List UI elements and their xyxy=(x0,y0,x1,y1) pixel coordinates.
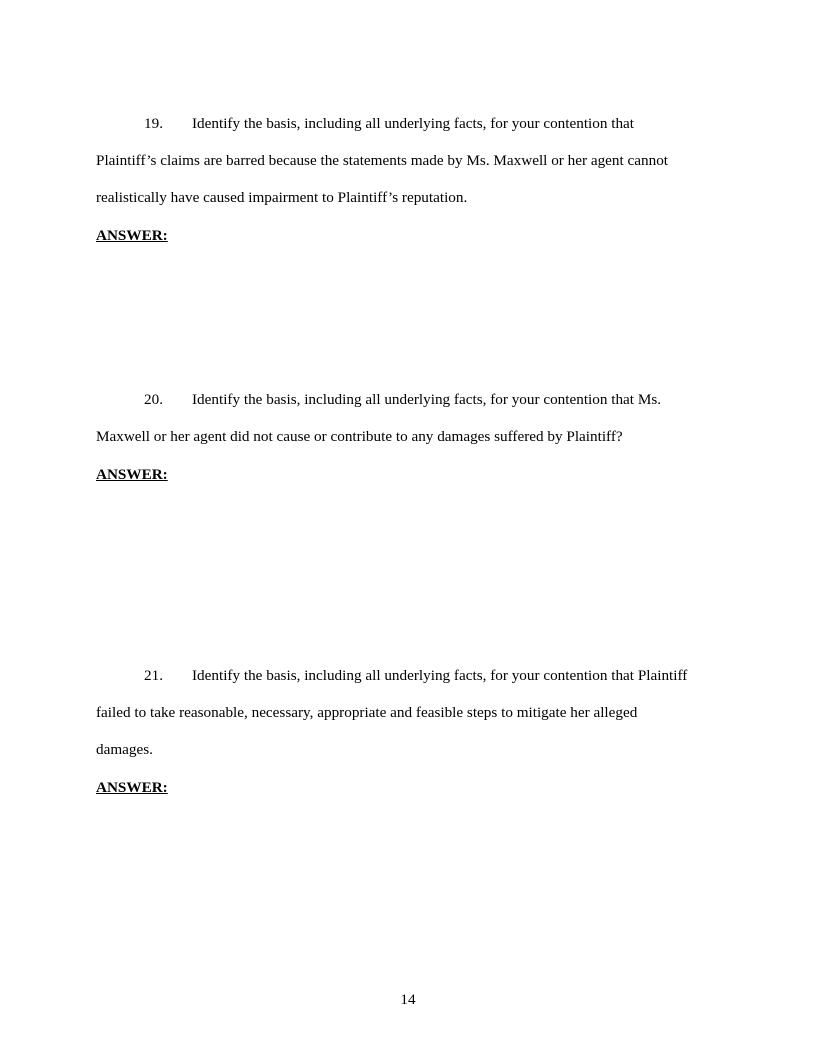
interrogatory-text-line: Maxwell or her agent did not cause or contribute to any damages suffered by Plaintiff? xyxy=(96,428,623,445)
interrogatory-text-line: Identify the basis, including all underlying facts, for your contention that Plaintiff xyxy=(192,667,688,684)
interrogatory-number: 19. xyxy=(144,115,163,132)
interrogatory-text-line: damages. xyxy=(96,741,153,758)
interrogatory-text-line: failed to take reasonable, necessary, appropriate and feasible steps to mitigate her alleged xyxy=(96,704,638,721)
interrogatory-number: 20. xyxy=(144,391,163,408)
interrogatory-text-line: Plaintiff’s claims are barred because the statements made by Ms. Maxwell or her agent cannot xyxy=(96,152,669,169)
interrogatory-text-line: realistically have caused impairment to Plaintiff’s reputation. xyxy=(96,189,468,206)
answer-heading: ANSWER: xyxy=(96,779,168,796)
page-number: 14 xyxy=(400,991,416,1008)
interrogatory-number: 21. xyxy=(144,667,163,684)
interrogatory-text-line: Identify the basis, including all underlying facts, for your contention that xyxy=(192,115,635,132)
interrogatory-text-line: Identify the basis, including all underlying facts, for your contention that Ms. xyxy=(192,391,662,408)
answer-heading: ANSWER: xyxy=(96,466,168,483)
answer-heading: ANSWER: xyxy=(96,227,168,244)
